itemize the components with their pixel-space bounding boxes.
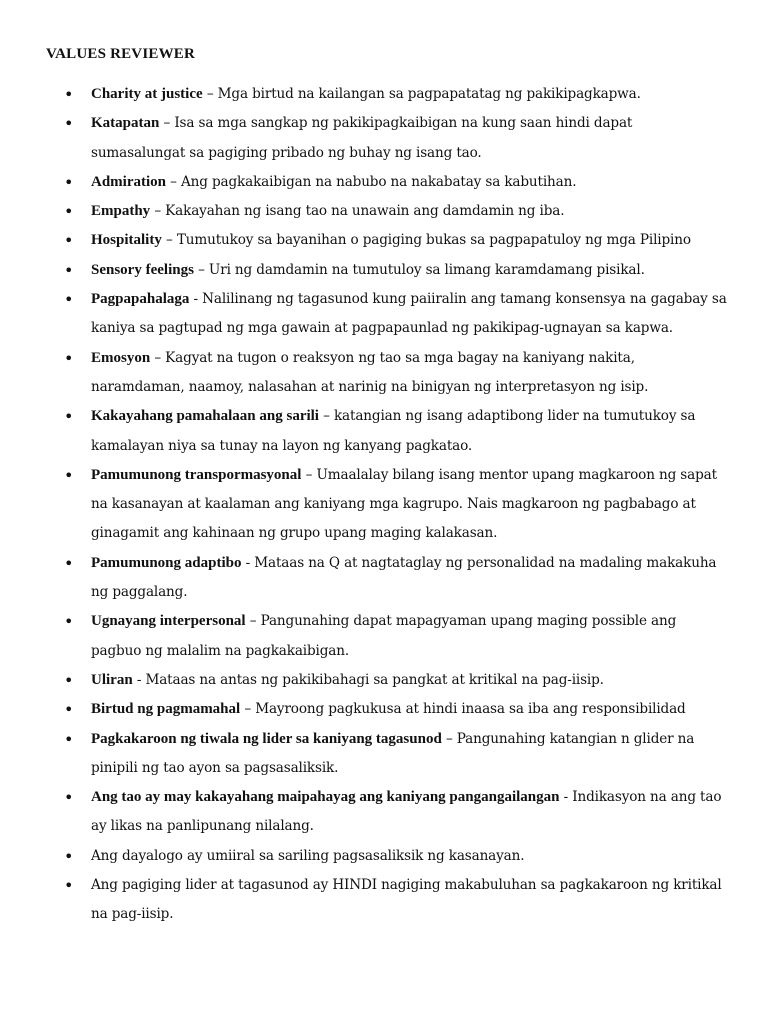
term: Pamumunong transpormasyonal xyxy=(91,466,302,483)
term: Ugnayang interpersonal xyxy=(91,613,246,630)
definition: - Nalilinang ng tagasunod kung paiiralin ang tamang konsensya na gagabay sa kaniya sa pagtupad ng mga gawain at pagpapaunlad ng pakikipag-ugnayan sa kapwa. xyxy=(91,291,727,337)
list-item xyxy=(0,783,768,842)
term: Empathy xyxy=(91,203,151,220)
definition: – Pangunahing katangian n glider na pinipili ng tao ayon sa pagsasaliksik. xyxy=(91,730,695,776)
list-item xyxy=(0,402,768,461)
list-item xyxy=(0,285,768,344)
list-item xyxy=(0,871,768,930)
definition: – Tumutukoy sa bayanihan o pagiging bukas sa pagpapatuloy ng mga Pilipino xyxy=(161,232,691,249)
list-item xyxy=(0,695,768,724)
term: Birtud ng pagmamahal xyxy=(91,701,241,718)
list-item xyxy=(0,226,768,255)
definition: Ang pagiging lider at tagasunod ay HINDI nagiging makabuluhan sa pagkakaroon ng kritikal na pag-iisip. xyxy=(91,877,722,923)
list-item xyxy=(0,80,768,109)
definition: – Mayroong pagkukusa at hindi inaasa sa iba ang responsibilidad xyxy=(240,701,686,718)
term: Katapatan xyxy=(91,115,160,132)
list-item xyxy=(0,549,768,608)
list-item xyxy=(0,725,768,784)
definition: – Umaalalay bilang isang mentor upang magkaroon ng sapat na kasanayan at kaalaman ang kaniyang mga kagrupo. Nais magkaroon ng pagbabago at ginagamit ang kahinaan ng grupo upang maging kalakasan. xyxy=(91,466,717,542)
term: Pagkakaroon ng tiwala ng lider sa kaniyang tagasunod xyxy=(91,730,442,747)
document-title: VALUES REVIEWER xyxy=(46,46,196,62)
term: Kakayahang pamahalaan ang sarili xyxy=(91,408,319,425)
list-item xyxy=(0,109,768,168)
definition: Ang dayalogo ay umiiral sa sariling pagsasaliksik ng kasanayan. xyxy=(91,847,525,864)
term: Charity at justice xyxy=(91,86,203,102)
term: Sensory feelings xyxy=(91,261,194,278)
term: Pamumunong adaptibo xyxy=(91,554,242,571)
list-item xyxy=(0,256,768,285)
term: Admiration xyxy=(91,173,166,190)
term: Emosyon xyxy=(91,349,151,366)
definition: – Mga birtud na kailangan sa pagpapatatag ng pakikipagkapwa. xyxy=(202,86,641,102)
definition: – Kagyat na tugon o reaksyon ng tao sa mga bagay na kaniyang nakita, naramdaman, naamoy, nalasahan at narinig na binigyan ng interpretasyon ng isip. xyxy=(91,349,649,395)
definition: – Pangunahing dapat mapagyaman upang maging possible ang pagbuo ng malalim na pagkakaibigan. xyxy=(91,613,677,659)
list-item xyxy=(0,197,768,226)
list-item xyxy=(0,842,768,871)
definition: - Mataas na antas ng pakikibahagi sa pangkat at kritikal na pag-iisip. xyxy=(132,671,604,688)
list-item xyxy=(0,168,768,197)
list-item xyxy=(0,344,768,403)
list-item xyxy=(0,666,768,695)
term: Pagpapahalaga xyxy=(91,291,190,308)
term: Hospitality xyxy=(91,232,162,249)
list-item xyxy=(0,461,768,549)
list-item xyxy=(0,607,768,666)
definition: – Ang pagkakaibigan na nabubo na nakabatay sa kabutihan. xyxy=(166,173,577,190)
term: Uliran xyxy=(91,671,133,688)
definition: - Indikasyon na ang tao ay likas na panlipunang nilalang. xyxy=(91,789,722,835)
term: Ang tao ay may kakayahang maipahayag ang kaniyang pangangailangan xyxy=(91,789,560,806)
definition: – Uri ng damdamin na tumutuloy sa limang karamdamang pisikal. xyxy=(193,261,645,278)
definition: – Kakayahan ng isang tao na unawain ang damdamin ng iba. xyxy=(150,203,565,220)
reviewer-list xyxy=(0,80,768,930)
definition: – katangian ng isang adaptibong lider na tumutukoy sa kamalayan niya sa tunay na layon ng kanyang pagkatao. xyxy=(91,408,696,454)
definition: – Isa sa mga sangkap ng pakikipagkaibigan na kung saan hindi dapat sumasalungat sa pagiging pribado ng buhay ng isang tao. xyxy=(91,115,633,161)
definition: - Mataas na Q at nagtataglay ng personalidad na madaling makakuha ng paggalang. xyxy=(91,554,717,601)
